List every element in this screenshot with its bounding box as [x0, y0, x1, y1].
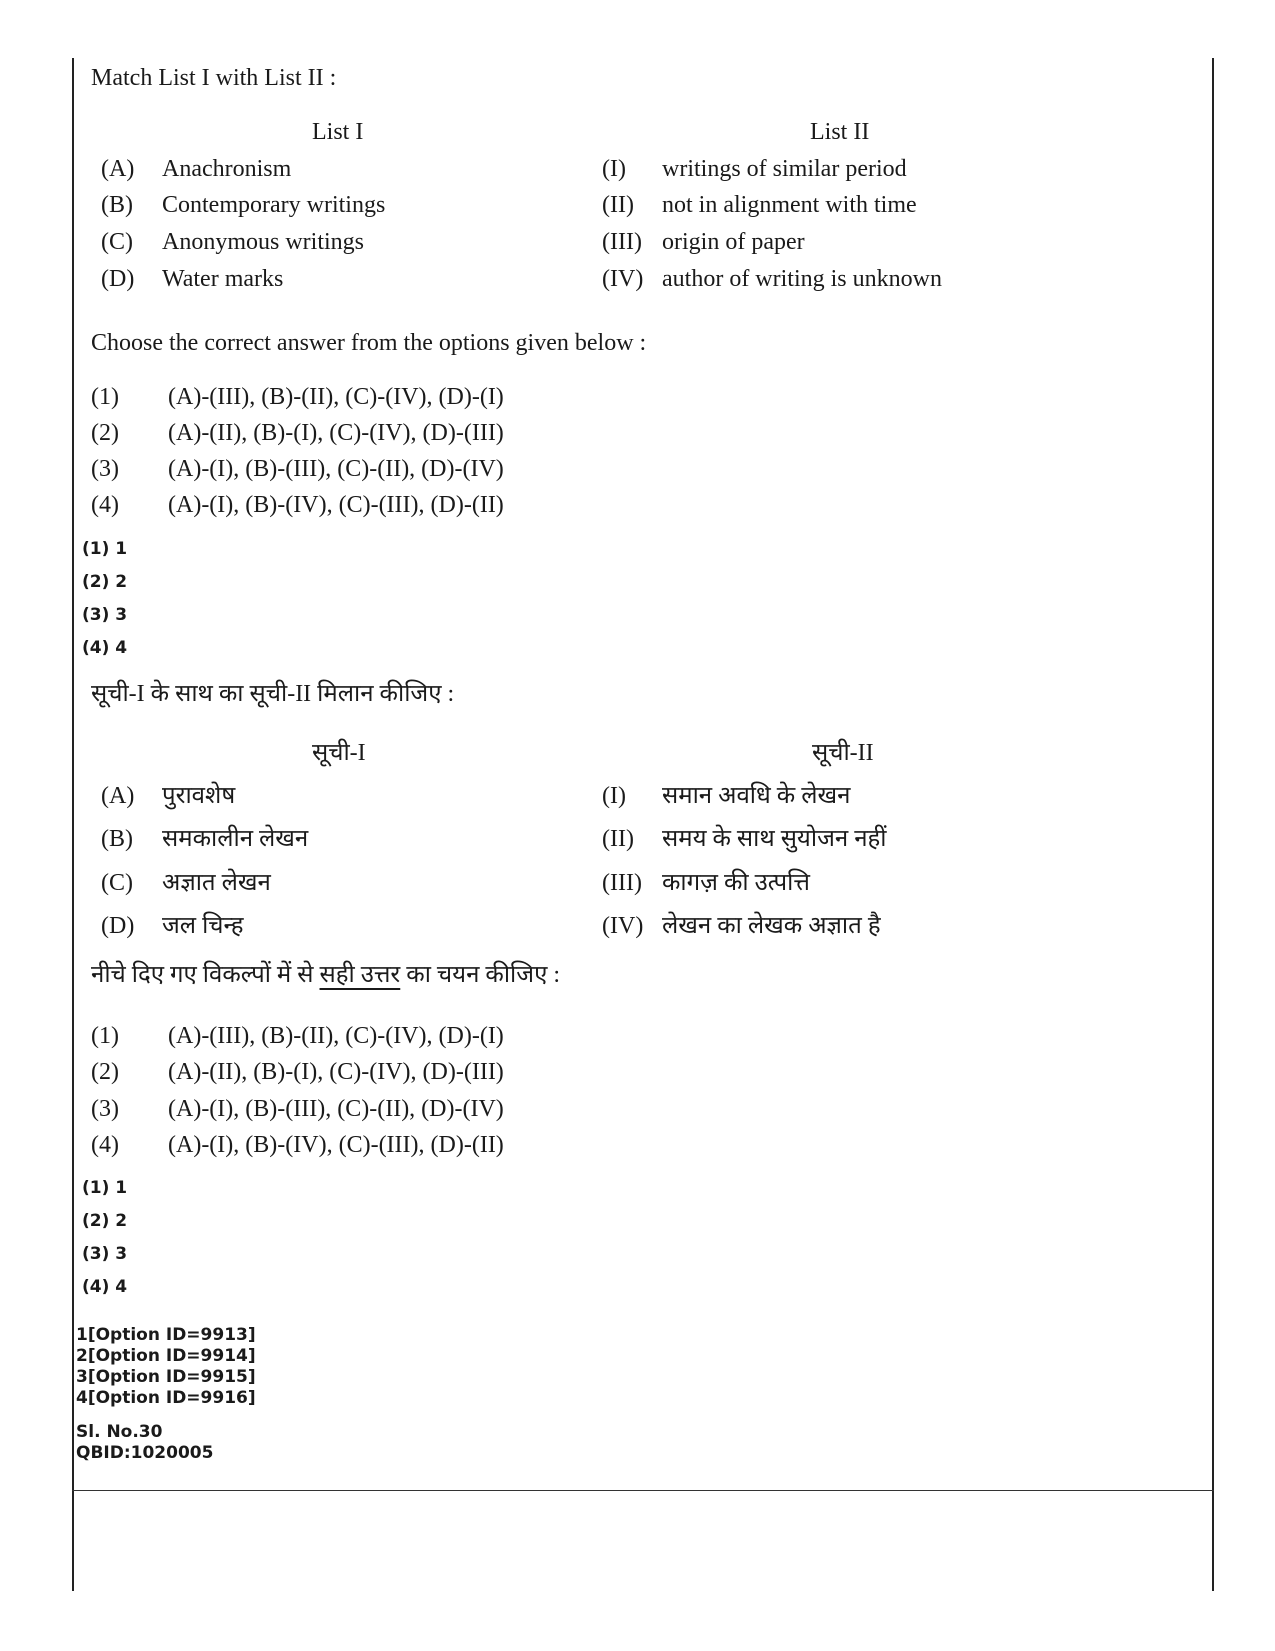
option-number-hi: (3) [91, 1096, 119, 1122]
list2-label-hi: (III) [602, 870, 642, 896]
list2-item-en: origin of paper [662, 229, 805, 255]
list2-item-en: not in alignment with time [662, 192, 917, 218]
option-text-en: (A)-(I), (B)-(IV), (C)-(III), (D)-(II) [168, 492, 504, 518]
answer-choice-hi[interactable]: (4) 4 [82, 1277, 128, 1297]
list1-label-en: (B) [101, 192, 133, 218]
list1-label-hi: (C) [101, 870, 133, 896]
option-text-en: (A)-(III), (B)-(II), (C)-(IV), (D)-(I) [168, 384, 504, 410]
list1-label-hi: (B) [101, 826, 133, 852]
list2-label-en: (IV) [602, 266, 644, 292]
list2-item-hi: लेखन का लेखक अज्ञात है [662, 913, 881, 939]
answer-choice-hi[interactable]: (3) 3 [82, 1244, 128, 1264]
option-id: 2[Option ID=9914] [76, 1346, 256, 1366]
answer-choice-en[interactable]: (3) 3 [82, 605, 128, 625]
list1-item-en: Water marks [162, 266, 284, 292]
option-text-en: (A)-(II), (B)-(I), (C)-(IV), (D)-(III) [168, 420, 504, 446]
list1-label-en: (A) [101, 156, 135, 182]
option-number-hi: (2) [91, 1059, 119, 1085]
list1-label-en: (D) [101, 266, 135, 292]
list1-item-hi: जल चिन्ह [162, 913, 244, 939]
list2-label-en: (I) [602, 156, 626, 182]
left-border [72, 58, 74, 1591]
list1-header-hi: सूची-I [312, 740, 366, 766]
list1-label-hi: (D) [101, 913, 135, 939]
question-prompt-en: Match List I with List II : [91, 65, 337, 91]
list1-item-en: Contemporary writings [162, 192, 386, 218]
option-number-en: (3) [91, 456, 119, 482]
choose-instruction-hi [91, 963, 560, 987]
right-border [1212, 58, 1214, 1591]
list1-label-en: (C) [101, 229, 133, 255]
list2-item-en: writings of similar period [662, 156, 907, 182]
list2-label-hi: (IV) [602, 913, 644, 939]
question-prompt-hi: सूची-I के साथ का सूची-II मिलान कीजिए : [91, 681, 455, 707]
list1-item-hi: समकालीन लेखन [162, 826, 309, 852]
option-number-en: (2) [91, 420, 119, 446]
list2-item-hi: कागज़ की उत्पत्ति [662, 870, 810, 896]
list1-header-en: List I [312, 119, 364, 145]
answer-choice-en[interactable]: (4) 4 [82, 638, 128, 658]
list2-label-en: (III) [602, 229, 642, 255]
option-id: 4[Option ID=9916] [76, 1388, 256, 1408]
option-id: 3[Option ID=9915] [76, 1367, 256, 1387]
answer-choice-hi[interactable]: (2) 2 [82, 1211, 128, 1231]
choose-instruction-en: Choose the correct answer from the options given below : [91, 330, 647, 356]
list2-item-en: author of writing is unknown [662, 266, 942, 292]
list1-label-hi: (A) [101, 783, 135, 809]
list2-label-hi: (II) [602, 826, 634, 852]
option-id: 1[Option ID=9913] [76, 1325, 256, 1345]
list2-label-en: (II) [602, 192, 634, 218]
option-text-hi: (A)-(III), (B)-(II), (C)-(IV), (D)-(I) [168, 1023, 504, 1049]
list2-item-hi: समान अवधि के लेखन [662, 783, 851, 809]
list1-item-hi: अज्ञात लेखन [162, 870, 271, 896]
section-divider [72, 1490, 1214, 1491]
choose-pre-hi: नीचे दिए गए विकल्पों में से [91, 962, 320, 988]
option-number-hi: (1) [91, 1023, 119, 1049]
option-text-hi: (A)-(II), (B)-(I), (C)-(IV), (D)-(III) [168, 1059, 504, 1085]
list2-item-hi: समय के साथ सुयोजन नहीं [662, 826, 887, 852]
answer-choice-en[interactable]: (2) 2 [82, 572, 128, 592]
option-text-hi: (A)-(I), (B)-(IV), (C)-(III), (D)-(II) [168, 1132, 504, 1158]
list2-label-hi: (I) [602, 783, 626, 809]
list1-item-hi: पुरावशेष [162, 783, 236, 809]
qbid: QBID:1020005 [76, 1443, 214, 1463]
choose-underlined-hi: सही उत्तर [319, 962, 401, 988]
option-number-hi: (4) [91, 1132, 119, 1158]
option-number-en: (1) [91, 384, 119, 410]
serial-number: Sl. No.30 [76, 1422, 163, 1442]
option-text-en: (A)-(I), (B)-(III), (C)-(II), (D)-(IV) [168, 456, 504, 482]
list2-header-hi: सूची-II [812, 740, 874, 766]
option-text-hi: (A)-(I), (B)-(III), (C)-(II), (D)-(IV) [168, 1096, 504, 1122]
list1-item-en: Anonymous writings [162, 229, 365, 255]
choose-post-hi: का चयन कीजिए : [400, 962, 561, 988]
answer-choice-en[interactable]: (1) 1 [82, 539, 128, 559]
answer-choice-hi[interactable]: (1) 1 [82, 1178, 128, 1198]
list1-item-en: Anachronism [162, 156, 292, 182]
option-number-en: (4) [91, 492, 119, 518]
list2-header-en: List II [810, 119, 870, 145]
